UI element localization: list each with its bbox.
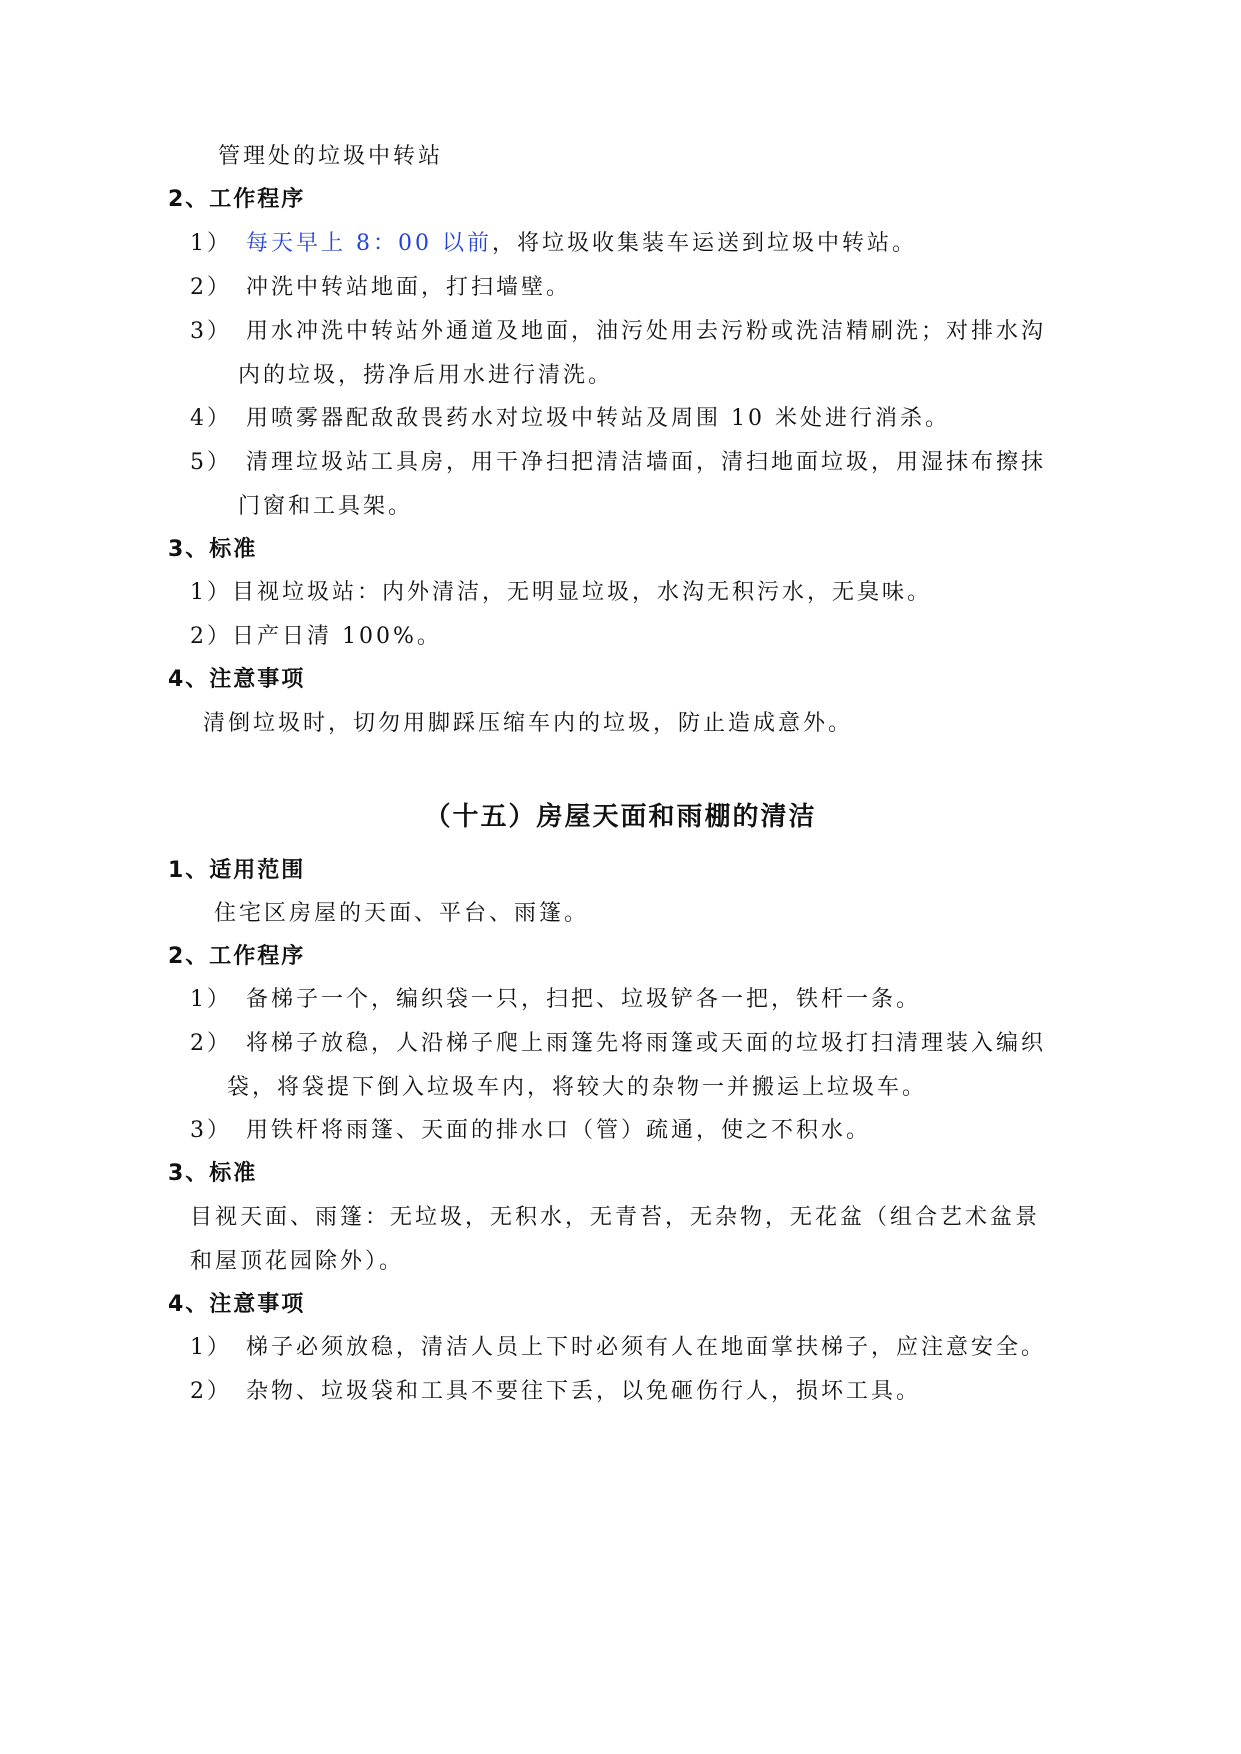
step-text: 清理垃圾站工具房，用干净扫把清洁墙面，清扫地面垃圾，用湿抹布擦抹	[246, 450, 1047, 475]
step-text: 将梯子放稳，人沿梯子爬上雨篷先将雨篷或天面的垃圾打扫清理装入编织	[246, 1031, 1047, 1056]
standard-item-1: 1）目视垃圾站：内外清洁，无明显垃圾，水沟无积污水，无臭味。	[190, 580, 932, 605]
step-text: 用铁杆将雨篷、天面的排水口（管）疏通，使之不积水。	[246, 1118, 872, 1143]
step-number: 2）	[190, 275, 232, 300]
step-number: 3）	[190, 1118, 232, 1143]
scope-heading: 1、适用范围	[168, 858, 306, 883]
standard-item-2: 2）日产日清 100%。	[190, 624, 442, 649]
step-text: 备梯子一个，编织袋一只，扫把、垃圾铲各一把，铁杆一条。	[246, 987, 922, 1012]
standard-text-continuation: 和屋顶花园除外）。	[190, 1249, 405, 1274]
scope-text-continuation: 管理处的垃圾中转站	[218, 144, 444, 169]
procedure-step-3-continuation: 内的垃圾，捞净后用水进行清洗。	[238, 363, 614, 388]
standard-text: 目视天面、雨篷：无垃圾，无积水，无青苔，无杂物，无花盆（组合艺术盆景	[190, 1205, 1041, 1230]
step-text: 用喷雾器配敌敌畏药水对垃圾中转站及周围 10 米处进行消杀。	[246, 406, 950, 431]
procedure-step-1	[190, 229, 917, 259]
procedure-step-1	[190, 985, 921, 1015]
notes-heading: 4、注意事项	[168, 667, 306, 692]
scope-text: 住宅区房屋的天面、平台、雨篷。	[214, 901, 590, 926]
highlighted-time: 每天早上 8：00 以前	[246, 231, 492, 256]
standard-heading: 3、标准	[168, 537, 258, 562]
notes-item-2	[190, 1377, 921, 1407]
procedure-step-2	[190, 273, 571, 303]
step-text: 用水冲洗中转站外通道及地面，油污处用去污粉或洗洁精刷洗；对排水沟	[246, 319, 1047, 344]
step-text: ，将垃圾收集装车运送到垃圾中转站。	[491, 231, 917, 256]
procedure-step-3	[190, 317, 1046, 347]
step-text: 冲洗中转站地面，打扫墙壁。	[246, 275, 572, 300]
procedure-heading: 2、工作程序	[168, 944, 306, 969]
procedure-step-2-continuation: 袋，将袋提下倒入垃圾车内，将较大的杂物一并搬运上垃圾车。	[227, 1075, 928, 1100]
step-number: 2）	[190, 1031, 232, 1056]
step-number: 1）	[190, 987, 232, 1012]
procedure-step-4	[190, 404, 950, 434]
step-number: 5）	[190, 450, 232, 475]
step-number: 3）	[190, 319, 232, 344]
procedure-step-3	[190, 1116, 871, 1146]
note-text: 梯子必须放稳，清洁人员上下时必须有人在地面掌扶梯子，应注意安全。	[246, 1335, 1047, 1360]
step-number: 4）	[190, 406, 232, 431]
standard-heading: 3、标准	[168, 1161, 258, 1186]
procedure-heading: 2、工作程序	[168, 187, 306, 212]
procedure-step-2	[190, 1029, 1046, 1059]
notes-heading: 4、注意事项	[168, 1292, 306, 1317]
notes-item-1	[190, 1333, 1046, 1363]
note-text: 杂物、垃圾袋和工具不要往下丢，以免砸伤行人，损坏工具。	[246, 1379, 922, 1404]
note-number: 2）	[190, 1379, 232, 1404]
note-number: 1）	[190, 1335, 232, 1360]
notes-text: 清倒垃圾时，切勿用脚踩压缩车内的垃圾，防止造成意外。	[203, 711, 854, 736]
section-title: （十五）房屋天面和雨棚的清洁	[424, 802, 817, 832]
procedure-step-5	[190, 448, 1046, 478]
step-number: 1）	[190, 231, 232, 256]
procedure-step-5-continuation: 门窗和工具架。	[238, 494, 414, 519]
